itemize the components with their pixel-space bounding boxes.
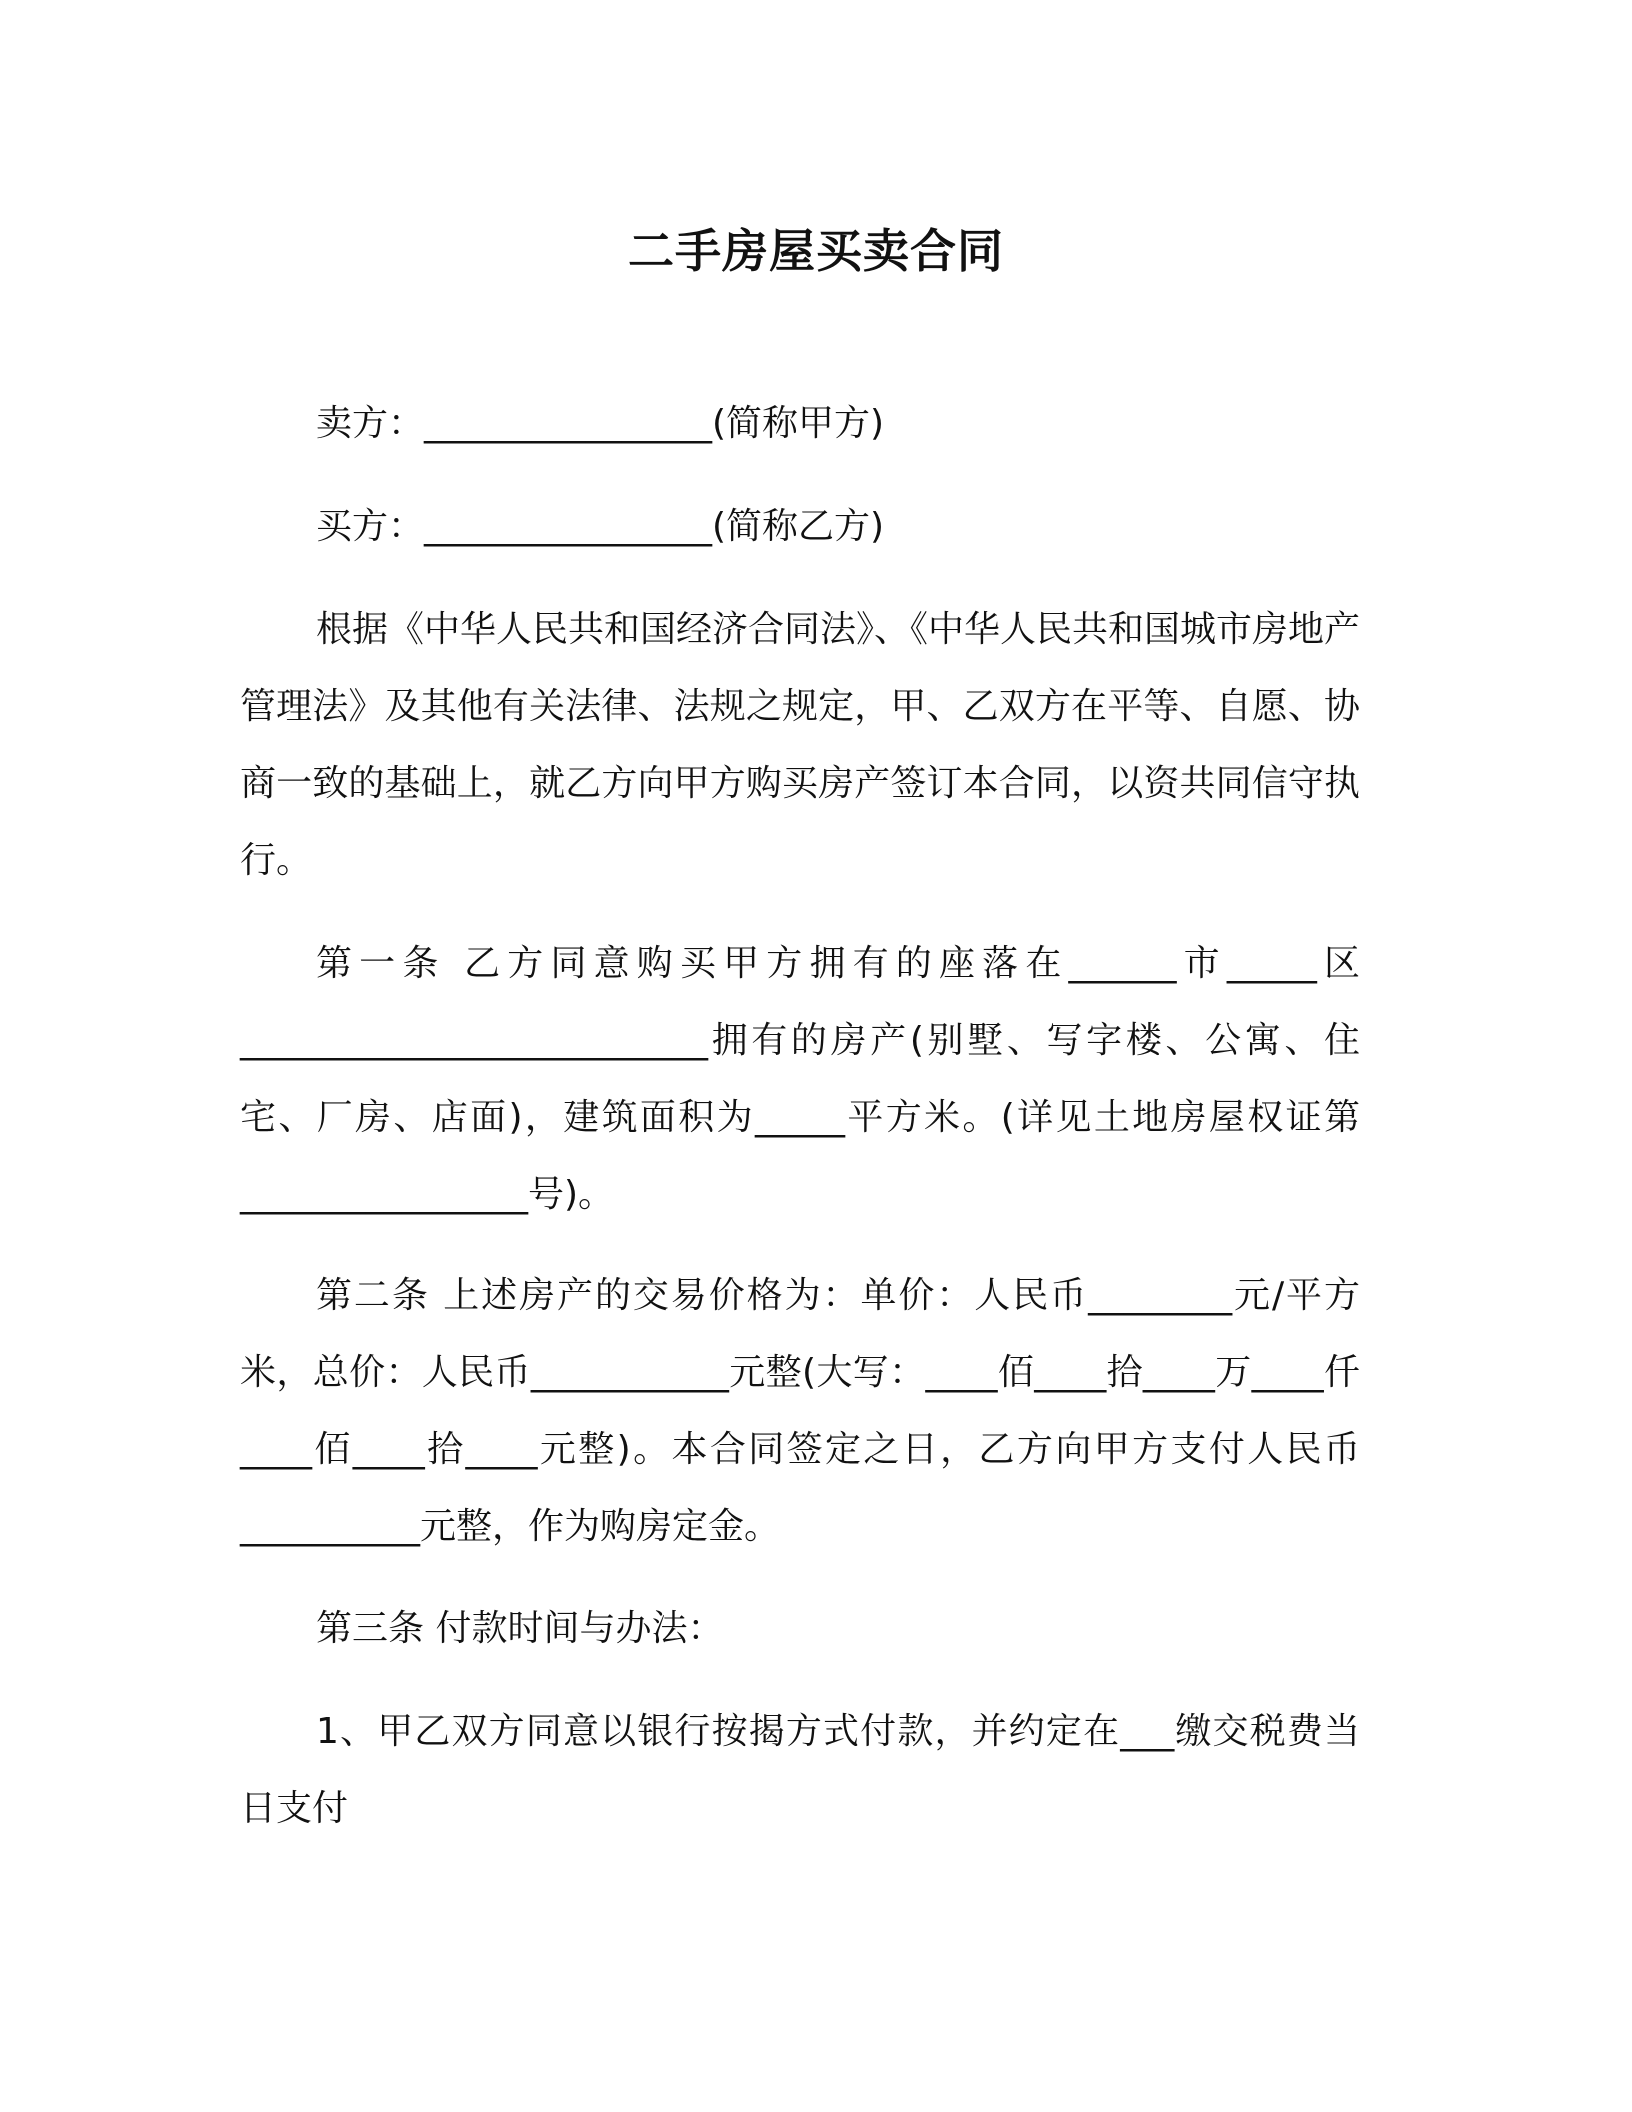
seller-paragraph	[240, 385, 1360, 462]
article-1-text: 第一条 乙方同意购买甲方拥有的座落在______市_____区__________________________拥有的房产(别墅、写字楼、公寓、住宅、厂房、店面)，建筑面积为_____平方米。(详见土地房屋权证第________________号)。	[240, 943, 1360, 1215]
document-title: 二手房屋买卖合同	[628, 224, 1004, 278]
article-3-paragraph	[240, 1590, 1360, 1667]
article-2-paragraph	[240, 1257, 1360, 1565]
legal-basis-paragraph	[240, 591, 1360, 899]
legal-basis-text: 根据《中华人民共和国经济合同法》、《中华人民共和国城市房地产管理法》及其他有关法律、法规之规定，甲、乙双方在平等、自愿、协商一致的基础上，就乙方向甲方购买房产签订本合同，以资共同信守执行。	[240, 609, 1361, 881]
payment-item-1-paragraph	[240, 1693, 1360, 1847]
payment-item-1-text: 1、甲乙双方同意以银行按揭方式付款，并约定在___缴交税费当日支付	[240, 1711, 1360, 1829]
buyer-paragraph	[240, 488, 1360, 565]
article-3-text: 第三条 付款时间与办法：	[316, 1608, 724, 1649]
article-1-paragraph	[240, 925, 1360, 1233]
article-2-text: 第二条 上述房产的交易价格为：单价：人民币________元/平方米，总价：人民币___________元整(大写：____佰____拾____万____仟____佰____拾____元整)。本合同签定之日，乙方向甲方支付人民币__________元整，作为购房定金。	[240, 1275, 1360, 1547]
buyer-line: 买方：________________(简称乙方)	[316, 506, 885, 547]
seller-line: 卖方：________________(简称甲方)	[316, 403, 885, 444]
